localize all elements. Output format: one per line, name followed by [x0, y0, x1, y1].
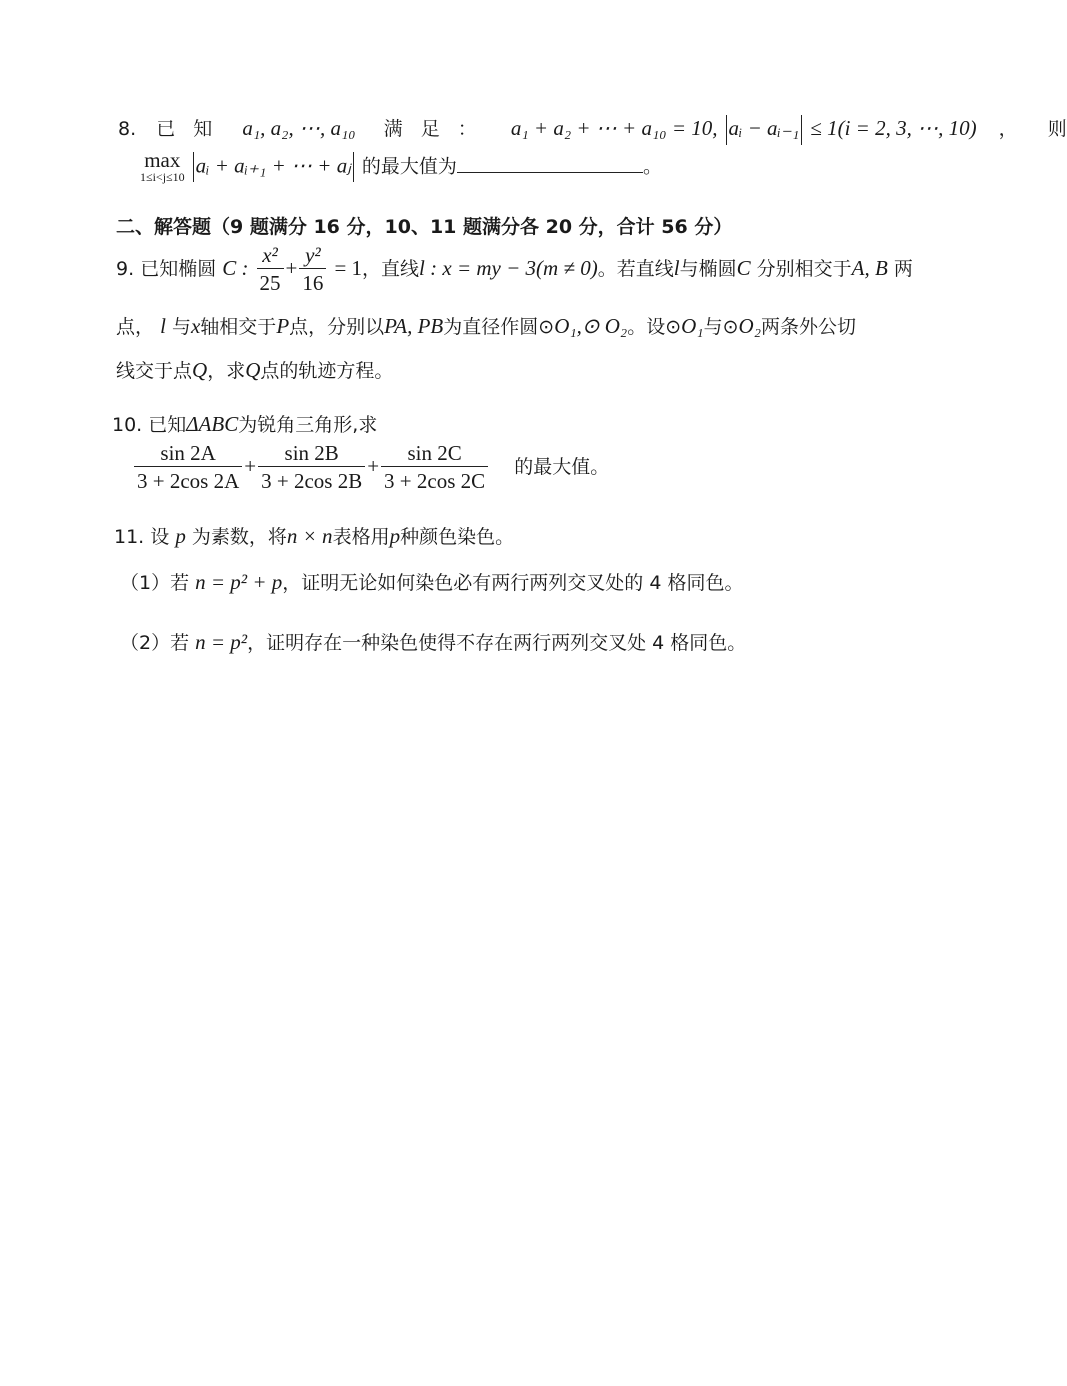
q8-tail: 的最大值为 — [361, 155, 457, 178]
q8-comma: ， — [998, 118, 1018, 140]
q10-number: 10. — [112, 414, 143, 436]
q10-triangle: ΔABC — [186, 412, 239, 436]
q11-number: 11. — [114, 526, 145, 548]
q8-max-operator — [140, 150, 185, 184]
numerator-sin2B: sin 2B — [258, 440, 365, 467]
numerator-x2: x² — [257, 242, 284, 269]
q8-line-2 — [140, 150, 662, 184]
q9-text-1: 已知椭圆 — [140, 258, 217, 280]
denominator-25: 25 — [259, 271, 281, 295]
q9-l3-Q: Q — [192, 358, 208, 382]
q9-l2-c: 轴相交于 — [200, 316, 277, 338]
denominator-cos2A: 3 + 2cos 2A — [137, 469, 240, 493]
fraction-sin2B — [258, 440, 365, 495]
q8-satisfy: 满 足 ： — [383, 118, 483, 140]
q9-text-5: 分别相交于 — [756, 258, 852, 280]
q9-l2-O2: O₂ — [738, 314, 761, 338]
numerator-sin2C: sin 2C — [381, 440, 488, 467]
q9-line-2 — [116, 312, 856, 339]
q9-l2-d: 点，分别以 — [289, 316, 385, 338]
q11-text-2: 为素数，将 — [191, 526, 287, 548]
q11-p2-label: （2）若 — [120, 632, 190, 654]
q9-text-3: 。若直线 — [597, 258, 674, 280]
abs-bar-left-2 — [193, 152, 194, 182]
q10-line-2 — [132, 440, 609, 495]
q10-text-2: 为锐角三角形,求 — [238, 414, 378, 436]
denominator-cos2C: 3 + 2cos 2C — [384, 469, 486, 493]
q9-l3-c: 点的轨迹方程。 — [260, 360, 394, 382]
q9-l3-Q2: Q — [245, 358, 261, 382]
q9-ellipse-name: C : — [222, 256, 249, 280]
answer-blank — [457, 154, 643, 173]
fraction-x2-25 — [257, 242, 284, 297]
q11-p1-label: （1）若 — [120, 572, 190, 594]
fraction-sin2A — [134, 440, 242, 495]
q8-then: 则 — [1047, 118, 1067, 140]
q11-p2: p — [389, 524, 401, 548]
q11-text-1: 设 — [150, 526, 170, 548]
q11-part-1 — [120, 568, 743, 595]
q10-line-1 — [112, 410, 377, 437]
q9-l2-g: 与⊙ — [703, 316, 739, 338]
q8-condition: a₁ + a₂ + ⋯ + a₁₀ = 10, — [510, 116, 718, 140]
q8-number: 8. — [118, 118, 137, 140]
q9-text-6: 两 — [893, 258, 913, 280]
q11-p1-text: ，证明无论如何染色必有两行两列交叉处的 4 格同色。 — [282, 572, 744, 594]
q9-l2-O1O2: O₁,⊙ O₂ — [554, 314, 628, 338]
q9-l2-PAPB: PA, PB — [384, 314, 444, 338]
q9-text-2: ，直线 — [362, 258, 420, 280]
q9-l2-a: 点， — [116, 316, 155, 338]
abs-bar-right-2 — [353, 152, 354, 182]
q8-line-1 — [118, 114, 1067, 145]
q8-sequence: a₁, a₂, ⋯, a₁₀ — [242, 116, 356, 140]
abs-bar-left — [726, 115, 727, 145]
q11-text-4: 种颜色染色。 — [400, 526, 515, 548]
numerator-sin2A: sin 2A — [134, 440, 242, 467]
q8-difference: aᵢ − aᵢ₋₁ — [728, 116, 800, 140]
denominator-16: 16 — [302, 271, 324, 295]
q9-line-1 — [116, 242, 913, 297]
equals-one: = 1 — [334, 256, 363, 280]
q9-l: l — [673, 256, 680, 280]
q9-l2-f: 。设⊙ — [627, 316, 682, 338]
q8-inequality: ≤ 1(i = 2, 3, ⋯, 10) — [810, 116, 977, 140]
q8-max-subscript: 1≤i<j≤10 — [140, 170, 185, 184]
q9-l2-x: x — [190, 314, 201, 338]
q8-given: 已 知 — [156, 118, 219, 140]
q11-part-2 — [120, 628, 746, 655]
q9-l2-b: 与 — [171, 316, 191, 338]
q10-tail: 的最大值。 — [514, 456, 610, 478]
q8-max: max — [144, 148, 181, 172]
q9-number: 9. — [116, 258, 135, 280]
q11-p2-math: n = p² — [195, 630, 248, 654]
q9-line-3 — [116, 356, 393, 383]
section-heading: 二、解答题（9 题满分 16 分，10、11 题满分各 20 分，合计 56 分） — [116, 216, 733, 238]
q8-sum: aᵢ + aᵢ₊₁ + ⋯ + aⱼ — [195, 153, 351, 178]
plus-sign: + — [285, 256, 298, 280]
fraction-y2-16 — [299, 242, 326, 297]
q11-text-3: 表格用 — [332, 526, 390, 548]
numerator-y2: y² — [299, 242, 326, 269]
q9-l2-l: l — [160, 314, 166, 338]
q11-p: p — [175, 524, 186, 548]
q9-l2-h: 两条外公切 — [761, 316, 857, 338]
q9-l3-b: ，求 — [207, 360, 246, 382]
q11-line-1 — [114, 522, 514, 549]
abs-bar-right — [801, 115, 802, 145]
q9-AB: A, B — [851, 256, 888, 280]
q9-l2-O1: O₁ — [681, 314, 704, 338]
q9-line-equation: l : x = my − 3(m ≠ 0) — [419, 256, 598, 280]
q9-text-4: 与椭圆 — [679, 258, 737, 280]
q11-p2-text: ，证明存在一种染色使得不存在两行两列交叉处 4 格同色。 — [247, 632, 747, 654]
q8-end: 。 — [642, 155, 662, 178]
plus-sign-2: + — [367, 454, 380, 478]
q11-p1-math: n = p² + p — [195, 570, 283, 594]
fraction-sin2C — [381, 440, 488, 495]
q11-nxn: n × n — [286, 524, 333, 548]
q9-l2-e: 为直径作圆⊙ — [443, 316, 555, 338]
denominator-cos2B: 3 + 2cos 2B — [261, 469, 363, 493]
q9-l2-P: P — [276, 314, 290, 338]
q10-text-1: 已知 — [148, 414, 187, 436]
q9-l3-a: 线交于点 — [116, 360, 193, 382]
plus-sign-1: + — [244, 454, 257, 478]
q9-C: C — [736, 256, 751, 280]
